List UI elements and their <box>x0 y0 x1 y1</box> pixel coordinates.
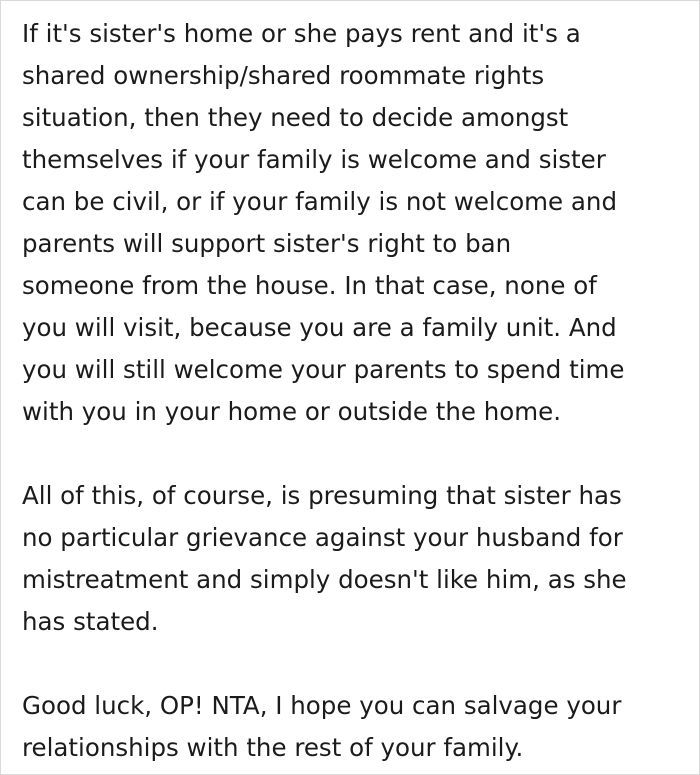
text-line: can be civil, or if your family is not welcome and <box>22 187 617 216</box>
text-line: relationships with the rest of your family. <box>22 733 524 762</box>
text-line: Good luck, OP! NTA, I hope you can salvage your <box>22 691 622 720</box>
text-line: situation, then they need to decide amongst <box>22 103 569 132</box>
paragraph-presuming <box>22 475 678 643</box>
text-line: parents will support sister's right to ban <box>22 229 512 258</box>
text-line: If it's sister's home or she pays rent and it's a <box>22 19 581 48</box>
text-line: you will still welcome your parents to spend time <box>22 355 625 384</box>
text-line: has stated. <box>22 607 159 636</box>
text-line: with you in your home or outside the home. <box>22 397 562 426</box>
text-line: no particular grievance against your husband for <box>22 523 623 552</box>
text-line: someone from the house. In that case, none of <box>22 271 597 300</box>
text-line: themselves if your family is welcome and sister <box>22 145 606 174</box>
paragraph-good-luck <box>22 685 678 769</box>
paragraph-sister-home <box>22 13 678 433</box>
text-line: mistreatment and simply doesn't like him, as she <box>22 565 627 594</box>
text-line: you will visit, because you are a family unit. And <box>22 313 617 342</box>
text-line: All of this, of course, is presuming that sister has <box>22 481 622 510</box>
text-line: shared ownership/shared roommate rights <box>22 61 545 90</box>
